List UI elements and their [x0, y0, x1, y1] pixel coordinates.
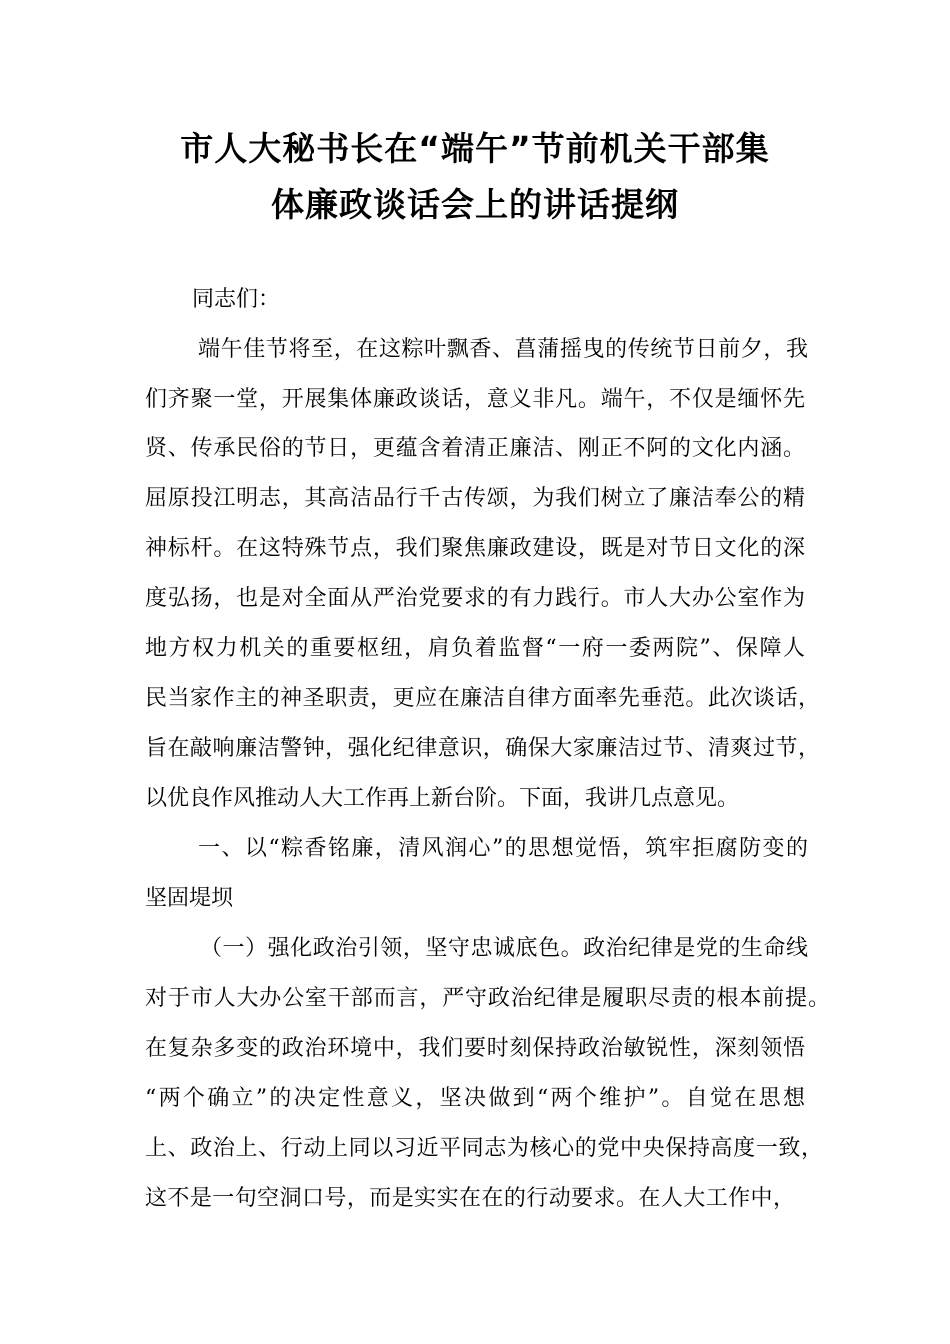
paragraph-1-line: 度弘扬，也是对全面从严治党要求的有力践行。市人大办公室作为 [145, 586, 805, 611]
paragraph-1-line: 屈原投江明志，其高洁品行千古传颂，为我们树立了廉洁奉公的精 [145, 486, 805, 511]
paragraph-1-line: 神标杆。在这特殊节点，我们聚焦廉政建设，既是对节日文化的深 [145, 536, 805, 561]
paragraph-1-line: 旨在敲响廉洁警钟，强化纪律意识，确保大家廉洁过节、清爽过节， [145, 736, 820, 761]
document-title-line-2: 体廉政谈话会上的讲话提纲 [271, 185, 679, 224]
section-heading-1-line: 一、以“粽香铭廉，清风润心”的思想觉悟，筑牢拒腐防变的 [198, 836, 808, 861]
paragraph-1-line: 民当家作主的神圣职责，更应在廉洁自律方面率先垂范。此次谈话， [145, 686, 820, 711]
paragraph-2-line: 这不是一句空洞口号，而是实实在在的行动要求。在人大工作中， [145, 1186, 795, 1211]
paragraph-1-line: 贤、传承民俗的节日，更蕴含着清正廉洁、刚正不阿的文化内涵。 [145, 436, 805, 461]
paragraph-2-line: “两个确立”的决定性意义，坚决做到“两个维护”。自觉在思想 [145, 1086, 805, 1111]
salutation: 同志们： [192, 287, 281, 312]
paragraph-2-line: 在复杂多变的政治环境中，我们要时刻保持政治敏锐性，深刻领悟 [145, 1036, 805, 1061]
section-heading-1-line: 坚固堤坝 [145, 886, 234, 911]
paragraph-2-line: 对于市人大办公室干部而言，严守政治纪律是履职尽责的根本前提。 [145, 986, 830, 1011]
paragraph-1-line: 们齐聚一堂，开展集体廉政谈话，意义非凡。端午，不仅是缅怀先 [145, 387, 805, 412]
paragraph-1-line: 地方权力机关的重要枢纽，肩负着监督“一府一委两院”、保障人 [145, 636, 805, 661]
paragraph-2-line: 上、政治上、行动上同以习近平同志为核心的党中央保持高度一致， [145, 1136, 823, 1161]
paragraph-1-line: 端午佳节将至，在这粽叶飘香、菖蒲摇曳的传统节日前夕，我 [198, 337, 808, 362]
document-title-line-1: 市人大秘书长在“端午”节前机关干部集 [180, 129, 770, 168]
paragraph-2-line: （一）强化政治引领，坚守忠诚底色。政治纪律是党的生命线 [200, 936, 808, 961]
paragraph-1-line: 以优良作风推动人大工作再上新台阶。下面，我讲几点意见。 [145, 786, 740, 811]
